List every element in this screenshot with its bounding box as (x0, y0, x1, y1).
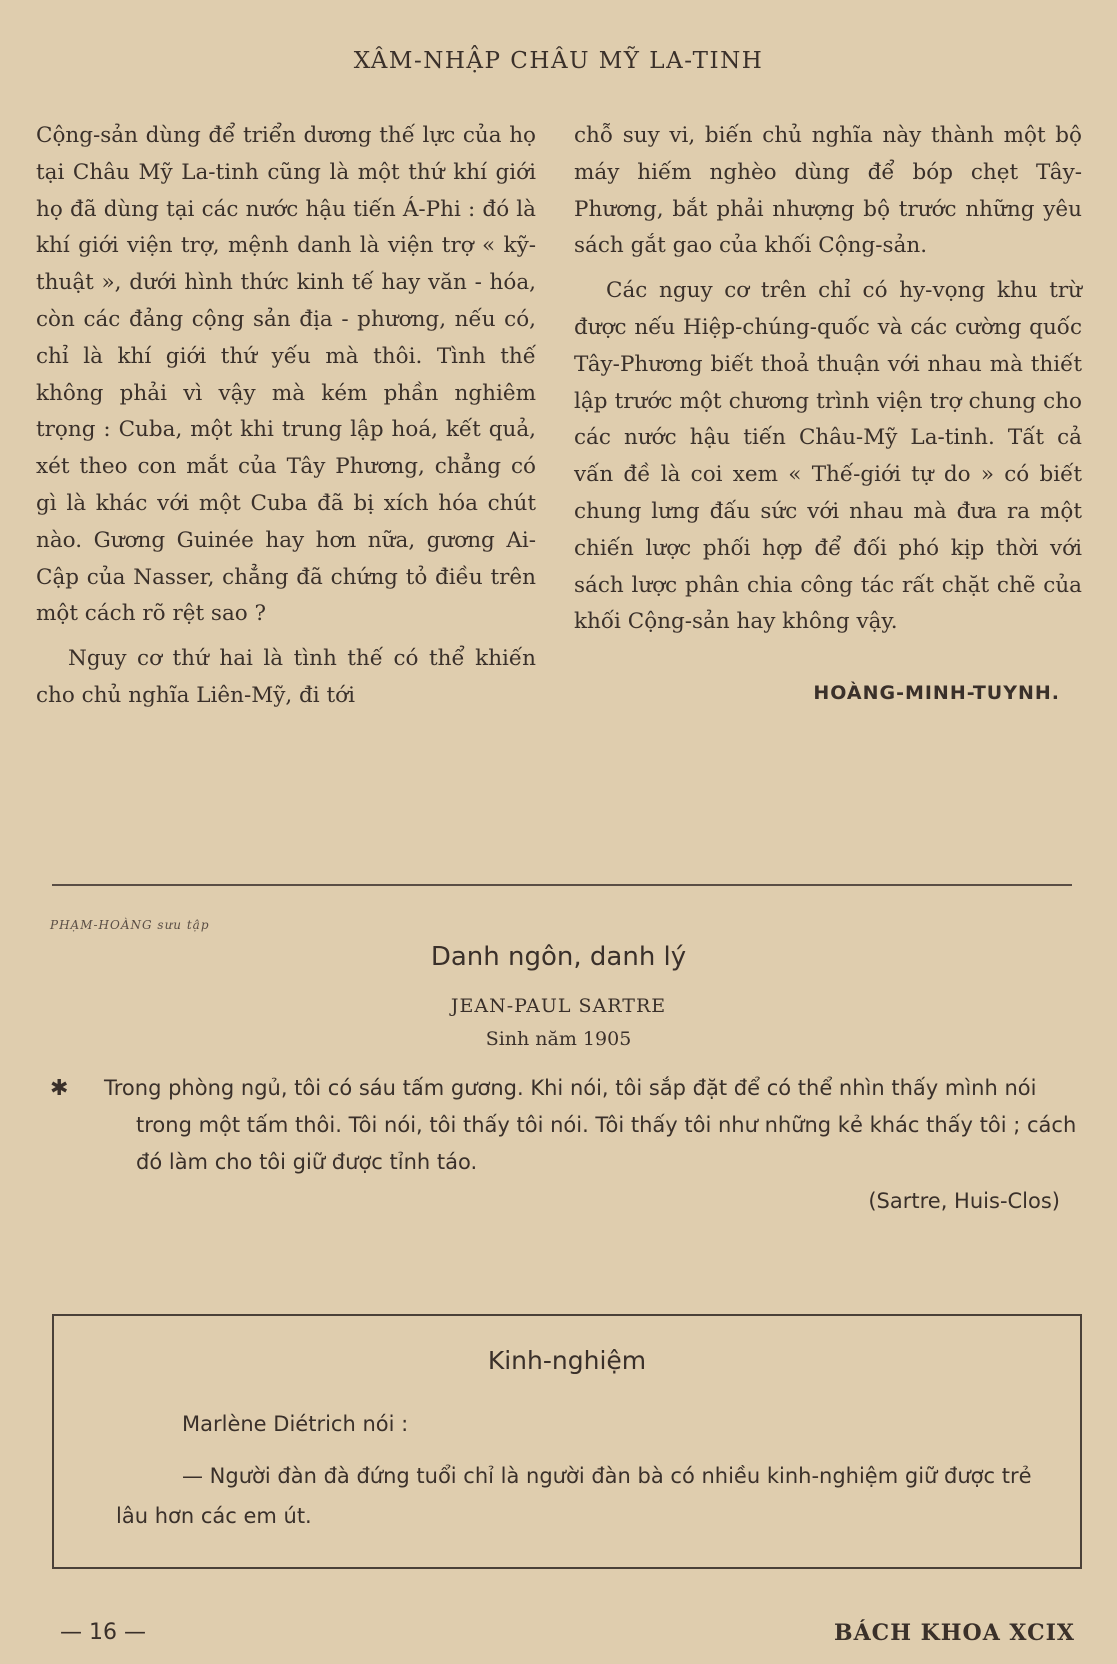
article-paragraph: Các nguy cơ trên chỉ có hy-vọng khu trừ được nếu Hiệp-chúng-quốc và các cường quốc Tây-Phương biết thoả thuận với nhau mà thiết lập trước một chương trình viện trợ chung cho các nước hậu tiến Châu-Mỹ La-tinh. Tất cả vấn đề là coi xem « Thế-giới tự do » có biết chung lưng đấu sức với nhau mà đưa ra một chiến lược phối hợp để đối phó kịp thời với sách lược phân chia công tác rất chặt chẽ của khối Cộng-sản hay không vậy. (574, 278, 1082, 635)
quote-source: (Sartre, Huis-Clos) (868, 1189, 1060, 1213)
running-header: XÂM-NHẬP CHÂU MỸ LA-TINH (353, 48, 764, 74)
boxed-anecdote (52, 1314, 1082, 1569)
page-number: — 16 — (60, 1620, 146, 1645)
quoted-person-name: JEAN-PAUL SARTRE (450, 995, 667, 1017)
article-author: HOÀNG-MINH-TUYNH. (813, 682, 1060, 705)
quote-text: Trong phòng ngủ, tôi có sáu tấm gương. Khi nói, tôi sắp đặt để có thể nhìn thấy mình nói trong một tấm thôi. Tôi nói, tôi thấy tôi nói. Tôi thấy tôi như những kẻ khác thấy tôi ; cách đó làm cho tôi giữ được tỉnh táo. (104, 1076, 1077, 1174)
quoted-person-birth: Sinh năm 1905 (485, 1028, 632, 1050)
article-paragraph: Cộng-sản dùng để triển dương thế lực của họ tại Châu Mỹ La-tinh cũng là một thứ khí giới họ đã dùng tại các nước hậu tiến Á-Phi : đó là khí giới viện trợ, mệnh danh là viện trợ « kỹ-thuật », dưới hình thức kinh tế hay văn - hóa, còn các đảng cộng sản địa - phương, nếu có, chỉ là khí giới thứ yếu mà thôi. Tình thế không phải vì vậy mà kém phần nghiêm trọng : Cuba, một khi trung lập hoá, kết quả, xét theo con mắt của Tây Phương, chẳng có gì là khác với một Cuba đã bị xích hóa chút nào. Gương Guinée hay hơn nữa, gương Ai-Cập của Nasser, chẳng đã chứng tỏ điều trên một cách rõ rệt sao ? (36, 123, 536, 627)
box-title: Kinh-nghiệm (487, 1346, 647, 1375)
article-right-column (574, 118, 1082, 712)
magazine-issue: BÁCH KHOA XCIX (834, 1620, 1075, 1646)
section-editor-credit: PHẠM-HOÀNG sưu tập (50, 918, 210, 932)
box-intro: Marlène Diétrich nói : (182, 1412, 409, 1436)
quote-block (50, 1070, 1080, 1220)
star-bullet-icon: ✱ (50, 1076, 69, 1101)
article-left-column (36, 118, 536, 723)
section-title: Danh ngôn, danh lý (430, 942, 687, 972)
box-quote: — Người đàn đà đứng tuổi chỉ là người đàn bà có nhiều kinh-nghiệm giữ được trẻ lâu hơn các em út. (116, 1464, 1032, 1528)
article-paragraph: Nguy cơ thứ hai là tình thế có thể khiến cho chủ nghĩa Liên-Mỹ, đi tới (36, 646, 536, 708)
article-paragraph: chỗ suy vi, biến chủ nghĩa này thành một bộ máy hiếm nghèo dùng để bóp chẹt Tây-Phương, bắt phải nhượng bộ trước những yêu sách gắt gao của khối Cộng-sản. (574, 123, 1082, 259)
section-divider (52, 884, 1072, 886)
